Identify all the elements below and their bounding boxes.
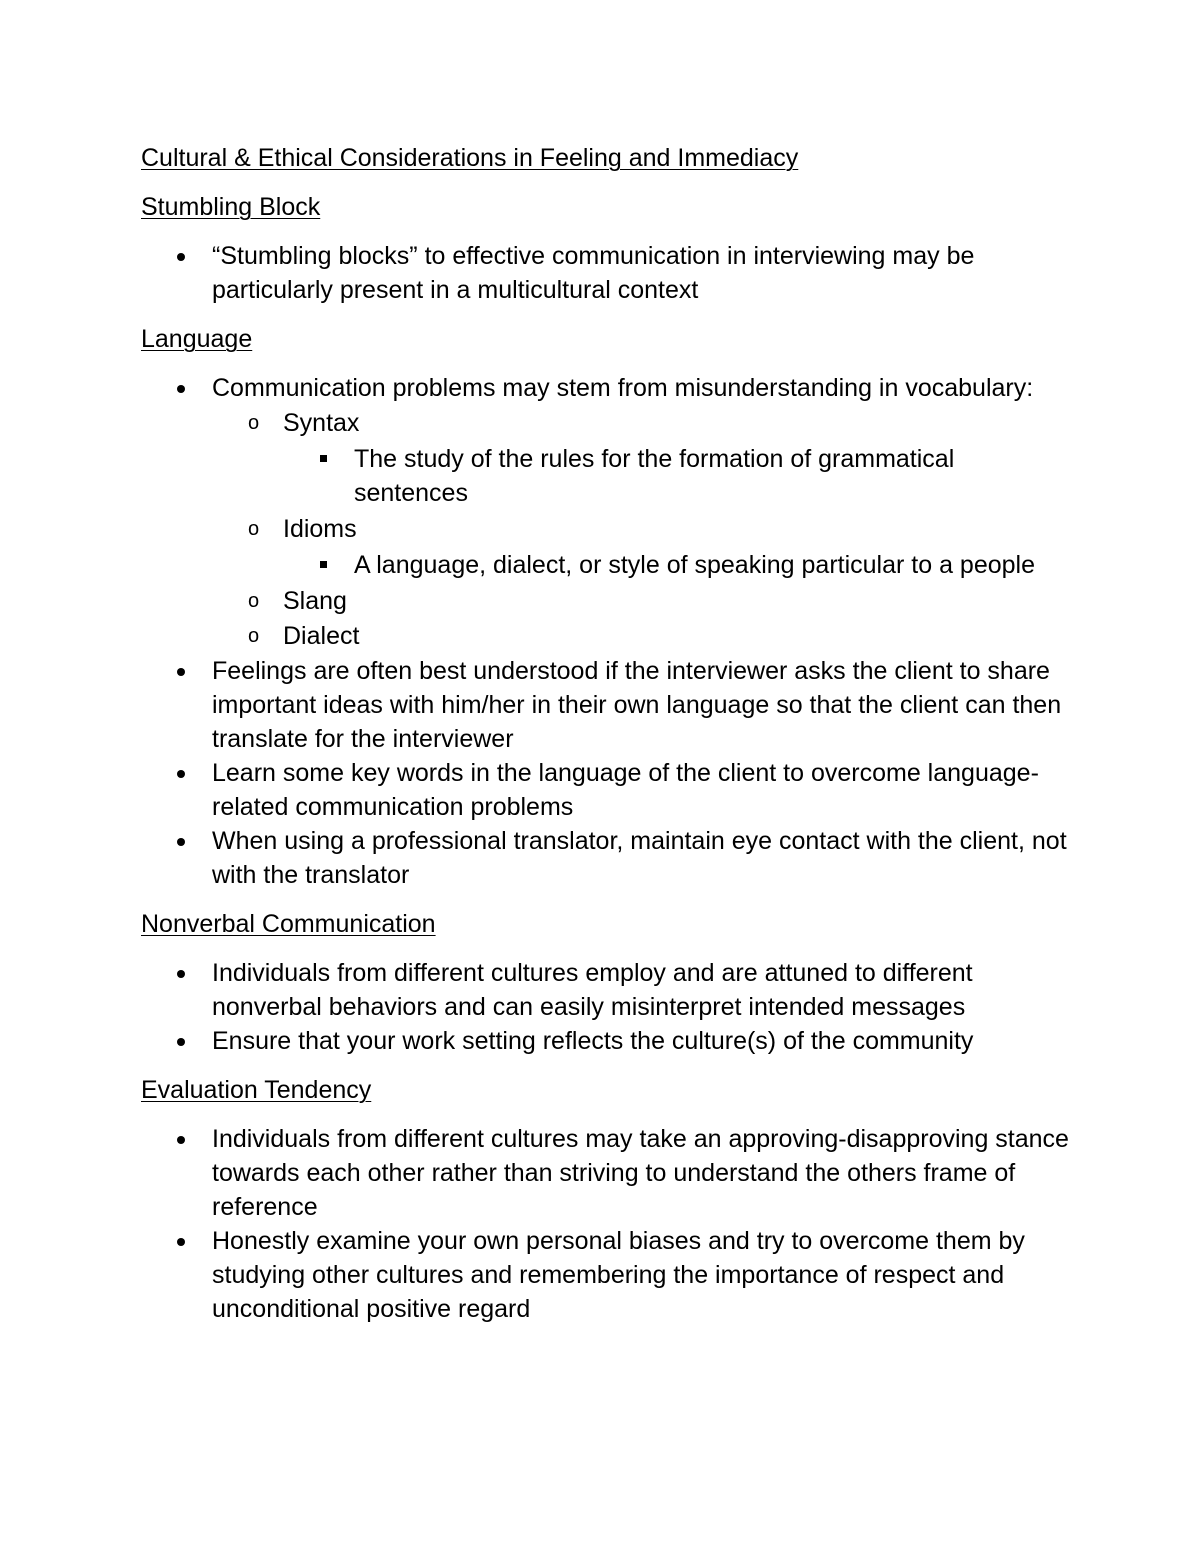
list-item-text: Feelings are often best understood if the interviewer asks the client to share important ideas with him/her in their own language so that the client can then translate for the interviewer	[212, 657, 1062, 753]
language-list	[141, 371, 1071, 892]
detail-item	[283, 548, 1071, 582]
sub-list-item	[212, 406, 1071, 510]
bullet-dot-icon	[177, 1136, 185, 1144]
bullet-dot-icon	[177, 1038, 185, 1046]
sub-list-item-text: Idioms	[283, 515, 357, 543]
list-item	[141, 1024, 1071, 1058]
sub-list-item	[212, 619, 1071, 653]
list-item-text: Individuals from different cultures may take an approving-disapproving stance towards each other rather than striving to understand the others frame of reference	[212, 1125, 1069, 1221]
section-heading-evaluation-tendency: Evaluation Tendency	[141, 1076, 372, 1104]
bullet-dot-icon	[177, 838, 185, 846]
list-item-text: Individuals from different cultures employ and are attuned to different nonverbal behaviors and can easily misinterpret intended messages	[212, 959, 973, 1021]
sub-list-item	[212, 584, 1071, 618]
list-item	[141, 654, 1071, 756]
bullet-dot-icon	[177, 770, 185, 778]
document-content	[141, 141, 1071, 1341]
bullet-square-icon	[320, 561, 327, 568]
list-item	[141, 756, 1071, 824]
idioms-detail-list	[283, 548, 1071, 582]
sub-list-item	[212, 512, 1071, 582]
bullet-dot-icon	[177, 385, 185, 393]
bullet-circle-icon: o	[248, 412, 260, 434]
sub-list-item-text: Slang	[283, 587, 347, 615]
section-heading-language: Language	[141, 325, 253, 353]
list-item-text: Learn some key words in the language of the client to overcome language-related communication problems	[212, 759, 1039, 821]
list-item-text: Ensure that your work setting reflects the culture(s) of the community	[212, 1027, 974, 1055]
bullet-dot-icon	[177, 668, 185, 676]
list-item-text: Honestly examine your own personal biases and try to overcome them by studying other cultures and remembering the importance of respect and unconditional positive regard	[212, 1227, 1025, 1323]
bullet-dot-icon	[177, 1238, 185, 1246]
detail-item-text: The study of the rules for the formation of grammatical sentences	[354, 445, 955, 507]
bullet-square-icon	[320, 455, 327, 462]
bullet-circle-icon: o	[248, 625, 260, 647]
list-item	[141, 1122, 1071, 1224]
detail-item	[283, 442, 1071, 510]
sub-list-item-text: Dialect	[283, 622, 360, 650]
list-item-text: Communication problems may stem from misunderstanding in vocabulary:	[212, 374, 1034, 402]
list-item	[141, 371, 1071, 653]
bullet-dot-icon	[177, 253, 185, 261]
bullet-dot-icon	[177, 970, 185, 978]
vocabulary-sublist	[212, 406, 1071, 653]
section-heading-stumbling-block: Stumbling Block	[141, 193, 321, 221]
bullet-circle-icon: o	[248, 518, 260, 540]
detail-item-text: A language, dialect, or style of speaking particular to a people	[354, 551, 1035, 579]
list-item	[141, 824, 1071, 892]
list-item	[141, 239, 1071, 307]
document-title: Cultural & Ethical Considerations in Feeling and Immediacy	[141, 144, 799, 172]
section-heading-nonverbal-communication: Nonverbal Communication	[141, 910, 436, 938]
list-item	[141, 956, 1071, 1024]
list-item-text: “Stumbling blocks” to effective communication in interviewing may be particularly present in a multicultural context	[212, 242, 975, 304]
sub-list-item-text: Syntax	[283, 409, 360, 437]
bullet-circle-icon: o	[248, 590, 260, 612]
list-item-text: When using a professional translator, maintain eye contact with the client, not with the translator	[212, 827, 1067, 889]
list-item	[141, 1224, 1071, 1326]
nonverbal-list	[141, 956, 1071, 1058]
stumbling-block-list	[141, 239, 1071, 307]
syntax-detail-list	[283, 442, 1071, 510]
evaluation-list	[141, 1122, 1071, 1326]
